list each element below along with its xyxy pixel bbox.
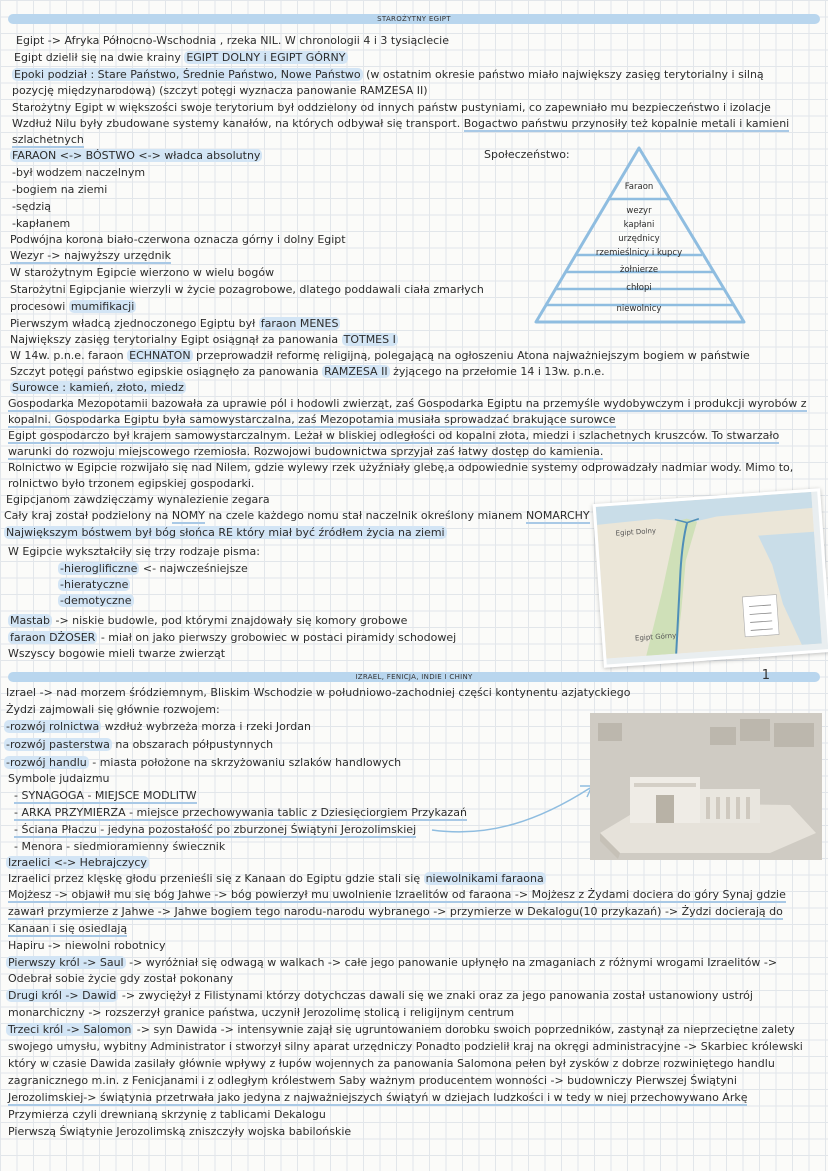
note-line: Starożytny Egipt w większości swoje terytorium był oddzielony od innych państw pustyniami, co zapewniało mu bezpieczeństwo i izolacje [12,101,771,114]
note-line: faraon DŻOSER - miał on jako pierwszy grobowiec w postaci piramidy schodowej [10,631,457,644]
map-drawing [596,492,822,659]
highlight: faraon MENES [260,317,339,330]
note-line: -sędzią [12,200,52,213]
underlined-text: - Ściana Płaczu - jedyna pozostałość po zburzonej Świątyni Jerozolimskiej [14,823,417,836]
note-line [14,789,197,803]
underlined-text: Gospodarka Mezopotamii bazowała za uprawie pól i hodowli zwierząt, zaś Gospodarka Egiptu na przemyśle wydobywczym i produkcji wyrobów z [8,397,807,410]
highlight: Surowce : kamień, złoto, miedz [12,381,184,394]
note-line [8,429,779,443]
note-line: rolnictwo było trzonem egipskiej gospodarki. [8,477,255,490]
pyramid-level-faraon: Faraon [624,182,654,192]
note-line: monarchiczny -> rozszerzył granice państwa, uczynił Jerozolimę stolicą i religijnym centrum [8,1006,515,1019]
note-line: Pierwszym władcą zjednoczonego Egiptu był faraon MENES [10,317,339,330]
note-line: Epoki podział : Stare Państwo, Średnie Państwo, Nowe Państwo (w ostatnim okresie państwo miało największy zasięg terytorialny i silną [14,68,764,81]
pyramid-level-rzemieslnicy: rzemieślnicy i kupcy [595,248,683,258]
underlined-text: NOMARCHY [525,509,590,522]
egypt-map-image [593,488,828,668]
highlight: faraon DŻOSER [10,631,96,644]
note-line: Mastab -> niskie budowle, pod którymi znajdowały się komory grobowe [10,614,408,627]
highlight: -rozwój pasterstwa [6,738,110,751]
note-line: -hieroglificzne <- najwcześniejsze [60,562,248,575]
note-line: W Egipcie wykształciły się trzy rodzaje pisma: [8,545,260,558]
note-line: swojego umysłu, wybitny Administrator i stworzył silny aparat urzędniczy Ponadto podzielił kraj na okręgi administracyjne -> Skarbiec królewski [8,1040,803,1053]
note-line: Szczyt potęgi państwo egipskie osiągnęło za panowania RAMZESA II żyjącego na przełomie 14 i 13w. p.n.e. [10,365,605,378]
highlight: -rozwój handlu [6,756,87,769]
note-line: Starożytni Egipcjanie wierzyli w życie pozagrobowe, dlatego poddawali ciała zmarłych [10,283,484,296]
note-line: Rolnictwo w Egipcie rozwijało się nad Nilem, gdzie wylewy rzek użyźniały glebę,a odpowiednie systemy odprowadzały nadmiar wody. Mimo to, [8,461,794,474]
underlined-text: Jerozolimskiej-> świątynia przetrwała jako jedyna z najważniejszych świątyń w dziejach ludzkości i w tedy w niej przechowywano Arkę [8,1091,748,1104]
note-line: Pierwszą Świątynie Jerozolimską zniszczyły wojska babilońskie [8,1125,352,1138]
underlined-text: kopalni. Gospodarka Egiptu była samowystarczalna, zaś Mezopotamia musiała sprowadzać brakujące surowce [8,413,616,426]
note-line: - Menora - siedmioramienny świecznik [14,840,226,853]
note-line: Egipcjanom zawdzięczamy wynalezienie zegara [6,493,270,506]
highlight: Trzeci król -> Salomon [8,1023,132,1036]
note-line: Hapiru -> niewolni robotnicy [8,939,166,952]
note-line [8,397,807,411]
note-line [58,594,134,608]
note-line: Wzdłuż Nilu były zbudowane systemy kanałów, na których odbywał się transport. Bogactwo państwu przynosiły też kopalnie metali i kamieni [12,117,790,130]
note-line: -rozwój pasterstwa na obszarach półpustynnych [6,738,274,751]
note-line [8,1091,747,1105]
pyramid-level-niewolnicy: niewolnicy [616,304,662,314]
note-line: Egipt -> Afryka Północno-Wschodnia , rzeka NIL. W chronologii 4 i 3 tysiąclecie [16,34,449,47]
note-line [8,905,783,919]
underlined-text: Egipt gospodarczo był krajem samowystarczalnym. Leżał w bliskiej odległości od kopalni złota, miedzi i szlachetnych kruszców. To stwarzało [8,429,780,442]
underlined-text: - SYNAGOGA - MIEJSCE MODLITW [14,789,197,802]
note-line: Pierwszy król -> Saul -> wyróżniał się odwagą w walkach -> całe jego panowanie upłynęło na zmaganiach z różnymi wrogami Izraelitów -> [8,956,778,969]
highlight: -hieroglificzne [60,562,138,575]
note-line: Wszyscy bogowie mieli twarze zwierząt [8,647,226,660]
highlight: TOTMES I [343,333,396,346]
note-line [6,856,149,870]
underlined-text: - ARKA PRZYMIERZA - miejsce przechowywania tablic z Dziesięciorgiem Przykazań [14,806,467,819]
note-line [8,888,786,902]
section-title: IZRAEL, FENICJA, INDIE I CHINY [355,673,473,681]
map-label-upper: Egipt Górny [634,631,677,643]
note-line [58,578,130,592]
highlight: FARAON <-> BÓSTWO <-> władca absolutny [12,149,261,162]
note-line: -kapłanem [12,217,71,230]
section-title-bar [8,14,820,24]
page-number: 1 [761,668,770,683]
note-line: -bogiem na ziemi [12,183,108,196]
highlight: Mastab [10,614,50,627]
section-title-bar [8,672,820,682]
underlined-text: zawarł przymierze z Jahwe -> Jahwe bogiem tego narodu-narodu wybranego -> przymierze w Dekalogu(10 przykazań) -> Żydzi docierają do [8,905,783,918]
note-line [4,526,447,540]
highlight: Epoki podział : Stare Państwo, Średnie Państwo, Nowe Państwo [14,68,361,81]
arrow-to-temple [430,780,600,840]
highlight: -rozwój rolnictwa [6,720,100,733]
note-line: który w czasie Dawida zasilały głównie wpływy z łupów wojennych za panowania Salomona pełen był zysków z dobrze rozwiniętego handlu [8,1057,775,1070]
highlight: EGIPT DOLNY i EGIPT GÓRNY [186,51,346,64]
note-line: Izrael -> nad morzem śródziemnym, Bliskim Wschodzie w południowo-zachodniej części kontynentu azjatyckiego [6,686,631,699]
underlined-text: Kanaan i się osiedlają [8,922,128,935]
note-line: Symbole judaizmu [8,772,110,785]
note-line: -był wodzem naczelnym [12,166,146,179]
highlight: Pierwszy król -> Saul [8,956,124,969]
highlight: -demotyczne [60,594,132,607]
underlined-text: szlachetnych [12,133,84,146]
note-line: procesowi mumifikacji [10,300,135,313]
note-line [8,922,127,936]
note-line: pozycję międzynarodową) (szczyt potęgi wyznacza panowanie RAMZESA II) [12,84,428,97]
pyramid-title: Społeczeństwo: [484,148,570,161]
note-line: Odebrał sobie życie gdy został pokonany [8,972,234,985]
note-line: Największy zasięg terytorialny Egipt osiągnął za panowania TOTMES I [10,333,396,346]
pyramid-level-zolnierze: żołnierze [619,265,659,275]
note-line: Podwójna korona biało-czerwona oznacza górny i dolny Egipt [10,233,346,246]
highlight: ECHNATON [129,349,191,362]
note-line [10,381,186,395]
highlight: Największym bóstwem był bóg słońca RE który miał być źródłem życia na ziemi [6,526,445,539]
underlined-text: Bogactwo państwu przynosiły też kopalnie metali i kamieni [463,117,790,130]
note-line [8,445,603,459]
underlined-text: Wezyr -> najwyższy urzędnik [10,249,171,262]
note-line [8,413,616,427]
note-line: -rozwój rolnictwa wzdłuż wybrzeża morza i rzeki Jordan [6,720,311,733]
highlight: Izraelici <-> Hebrajczycy [8,856,147,869]
pyramid-level-wezyr: wezyr [626,206,652,216]
pyramid-level-urzednicy: urzędnicy [618,234,660,244]
underlined-text: NOMY [171,509,206,522]
highlight: niewolnikami faraona [425,872,544,885]
highlight: mumifikacji [70,300,135,313]
highlight: Drugi król -> Dawid [8,989,117,1002]
note-line: Przymierza czyli drewnianą skrzynię z tablicami Dekalogu [8,1108,326,1121]
underlined-text: Mojżesz -> objawił mu się bóg Jahwe -> bóg powierzył mu uwolnienie Izraelitów od faraona -> Mojżesz z Żydami dociera do góry Synaj gdzie [8,888,786,901]
temple-model-photo [590,713,822,860]
note-line: Egipt dzielił się na dwie krainy EGIPT DOLNY i EGIPT GÓRNY [14,51,346,64]
note-line: zagranicznego m.in. z Fenicjanami i z odległym królestwem Saby ważnym producentem wonności -> budowniczy Pierwszej Świątyni [8,1074,737,1087]
note-line [10,149,262,163]
highlight: -hieratyczne [60,578,129,591]
note-line: Drugi król -> Dawid -> zwyciężył z Filistynami którzy dotychczas dawali się we znaki oraz za jego panowania został ustanowiony ustrój [8,989,753,1002]
note-line: Żydzi zajmowali się głównie rozwojem: [6,703,220,716]
temple-model-drawing [590,713,822,860]
note-line [14,823,416,837]
note-line [12,133,84,147]
note-line: Cały kraj został podzielony na NOMY na czele każdego nomu stał naczelnik określony mianem NOMARCHY [4,509,590,522]
map-label-lower: Egipt Dolny [615,526,657,538]
note-line [14,806,467,820]
note-line [10,249,171,263]
underlined-text: warunki do rozwoju miejscowego rzemiosła. Rozwojowi budownictwa sprzyjał zaś łatwy dostęp do kamienia. [8,445,604,458]
note-line: W 14w. p.n.e. faraon ECHNATON przeprowadził reformę religijną, polegającą na ogłoszeniu Atona najważniejszym bogiem w państwie [10,349,750,362]
pyramid-level-chlopi: chłopi [626,283,652,293]
note-line: Trzeci król -> Salomon -> syn Dawida -> intensywnie zajął się ugruntowaniem dorobku swoich poprzedników, zastynął za nieprzeciętne zalety [8,1023,795,1036]
highlight: RAMZESA II [324,365,388,378]
note-line: W starożytnym Egipcie wierzono w wielu bogów [10,266,275,279]
section-title: STAROŻYTNY EGIPT [377,15,451,23]
note-line: -rozwój handlu - miasta położone na skrzyżowaniu szlaków handlowych [6,756,402,769]
note-line: Izraelici przez klęskę głodu przenieśli się z Kanaan do Egiptu gdzie stali się niewolnikami faraona [8,872,544,885]
pyramid-level-kaplani: kapłani [623,220,655,230]
